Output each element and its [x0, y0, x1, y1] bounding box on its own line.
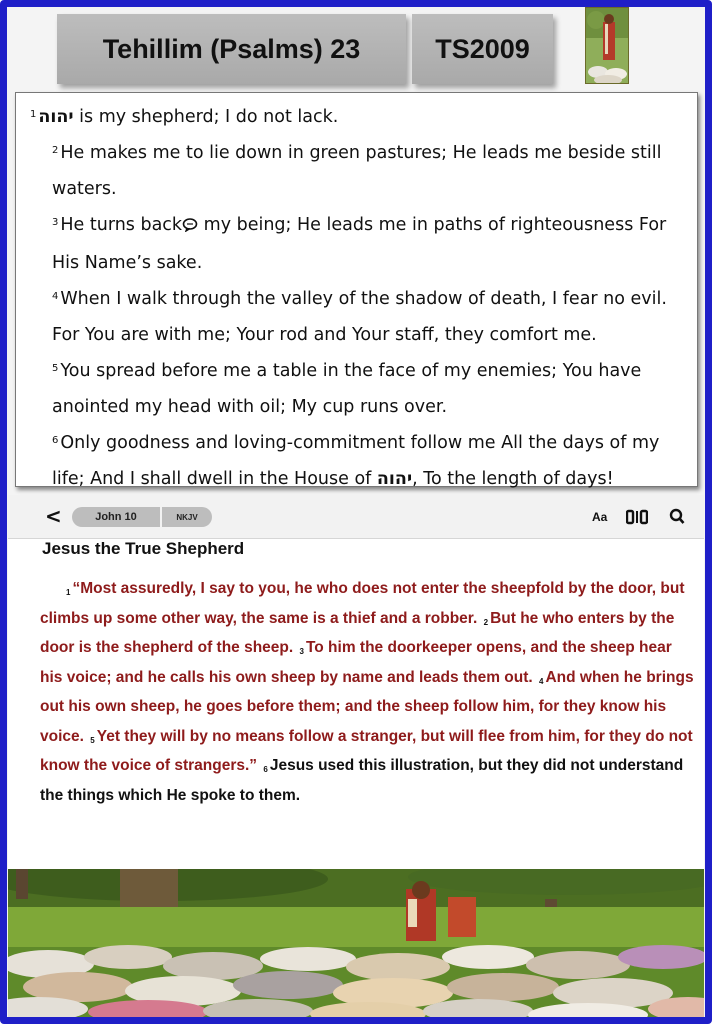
verse-number: 6: [263, 765, 268, 774]
parallel-view-icon[interactable]: [626, 509, 648, 530]
verse-text: Yet they will by no means follow a stranger, but will flee from him, for they do not know the voice of strangers.”: [40, 727, 693, 774]
verse-6: [30, 425, 685, 497]
verse-2: [30, 135, 685, 207]
verse-number: 3: [299, 647, 304, 656]
search-icon[interactable]: [669, 508, 685, 530]
verse-text: is my shepherd; I do not lack.: [73, 107, 339, 127]
verse-text: “Most assuredly, I say to you, he who does not enter the sheepfold by the door, but climbs up some other way, the same is a thief and a robber.: [40, 580, 685, 627]
verse-number: 5: [90, 735, 95, 745]
verse-text: , To the length of days!: [412, 469, 614, 489]
book-chapter-selector[interactable]: John 10: [72, 507, 160, 527]
bible-reader-toolbar: [8, 495, 704, 539]
shepherd-with-sheep-painting: [8, 869, 704, 1017]
verse-number: 2: [483, 617, 489, 627]
verse-text: And when he brings out his own sheep, he goes before them; and the sheep follow him, for they know his voice.: [40, 668, 694, 745]
verse-text: When I walk through the valley of the shadow of death, I fear no evil. For You are with me; Your rod and Your staff, they comfort me.: [52, 289, 667, 345]
verse-number: 2: [52, 145, 59, 156]
verse-1: [30, 99, 685, 135]
divine-name: יהוה: [376, 469, 413, 489]
divine-name: יהוה: [38, 107, 74, 127]
footnote-icon[interactable]: [182, 209, 198, 245]
verse-text: To him the doorkeeper opens, and the sheep hear his voice; and he calls his own sheep by name and leads them out.: [40, 639, 672, 686]
verse-5: [30, 353, 685, 425]
chapter-text: [40, 574, 694, 810]
psalm-text-panel: [15, 92, 698, 487]
verse-text: my being; He leads me in paths of righteousness For His Name’s sake.: [52, 215, 667, 273]
back-button[interactable]: <: [45, 504, 62, 528]
shepherd-thumbnail-image: [585, 7, 629, 84]
verse-number: 6: [52, 435, 59, 446]
verse-number: 5: [52, 363, 59, 374]
verse-text: But he who enters by the door is the shepherd of the sheep.: [40, 609, 675, 656]
font-settings-button[interactable]: Aa: [592, 510, 608, 524]
bible-reader-content: [8, 539, 704, 869]
psalm-title: Tehillim (Psalms) 23: [57, 14, 406, 84]
verse-number: 1: [30, 109, 37, 120]
translation-selector[interactable]: NKJV: [162, 507, 212, 527]
verse-text: He makes me to lie down in green pastures; He leads me beside still waters.: [52, 143, 662, 199]
verse-text: Only goodness and loving-commitment follow me All the days of my life; And I shall dwell in the House of: [52, 433, 660, 489]
verse-number: 3: [52, 217, 59, 228]
verse-text: He turns back: [60, 215, 183, 235]
verse-number: 1: [66, 588, 71, 597]
verse-number: 4: [52, 291, 59, 302]
section-heading: Jesus the True Shepherd: [42, 539, 245, 558]
verse-text: Jesus used this illustration, but they did not understand the things which He spoke to them.: [40, 757, 684, 804]
verse-text: You spread before me a table in the face of my enemies; You have anointed my head with oil; My cup runs over.: [52, 361, 642, 417]
verse-4: [30, 281, 685, 353]
verse-3: [30, 207, 685, 281]
verse-number: 4: [539, 676, 544, 686]
translation-label: TS2009: [412, 14, 553, 84]
